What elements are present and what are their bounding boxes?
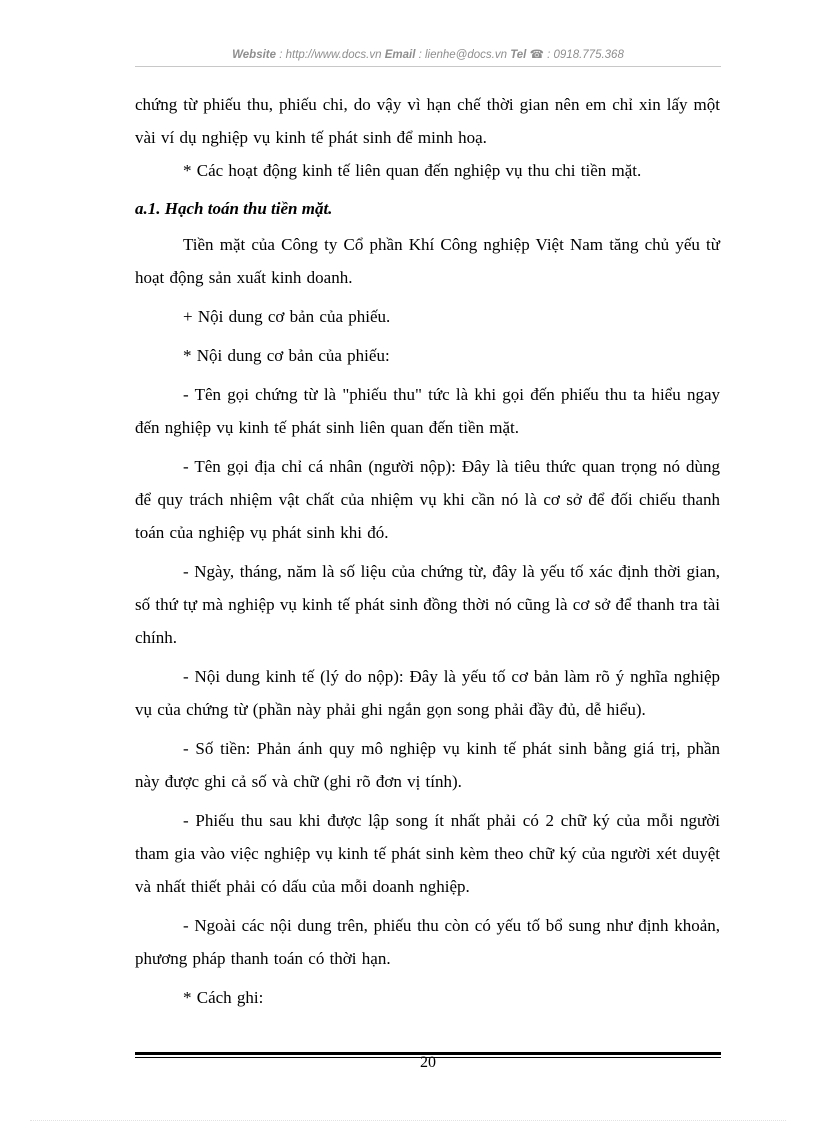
body-paragraph: - Số tiền: Phản ánh quy mô nghiệp vụ kinh tế phát sinh bằng giá trị, phần này được ghi cả số và chữ (ghi rõ đơn vị tính). (135, 739, 720, 791)
email-label: Email (384, 49, 416, 61)
body-paragraph: - Tên gọi địa chỉ cá nhân (người nộp): Đây là tiêu thức quan trọng nó dùng để quy trách nhiệm vật chất của nhiệm vụ khi cần nó là cơ sở để đối chiếu thanh toán của nghiệp vụ phát sinh khi đó. (135, 457, 720, 542)
page-edge-dots (30, 1120, 786, 1121)
body-paragraph: * Cách ghi: (183, 988, 264, 1007)
website-value: : http://www.docs.vn (279, 49, 382, 61)
body-paragraph: - Nội dung kinh tế (lý do nộp): Đây là yếu tố cơ bản làm rõ ý nghĩa nghiệp vụ của chứng từ (phần này phải ghi ngắn gọn song phải đầy đủ, dễ hiểu). (135, 667, 720, 719)
website-label: Website (232, 49, 277, 61)
tel-label: Tel (510, 49, 527, 61)
intro-note: * Các hoạt động kinh tế liên quan đến nghiệp vụ thu chi tiền mặt. (183, 161, 642, 180)
page-number: 20 (420, 1054, 436, 1071)
intro-paragraph: chứng từ phiếu thu, phiếu chi, do vậy vì hạn chế thời gian nên em chỉ xin lấy một vài ví dụ nghiệp vụ kinh tế phát sinh để minh hoạ. (135, 95, 720, 147)
tel-value: ☎ : 0918.775.368 (529, 49, 624, 61)
document-body (135, 88, 720, 1014)
body-paragraph: Tiền mặt của Công ty Cổ phần Khí Công nghiệp Việt Nam tăng chủ yếu từ hoạt động sản xuất kinh doanh. (135, 235, 720, 287)
body-paragraph: - Phiếu thu sau khi được lập song ít nhất phải có 2 chữ ký của mỗi người tham gia vào việc nghiệp vụ kinh tế phát sinh kèm theo chữ ký của người xét duyệt và nhất thiết phải có dấu của mỗi doanh nghiệp. (135, 811, 720, 896)
page-header (135, 47, 721, 61)
body-paragraph: - Ngoài các nội dung trên, phiếu thu còn có yếu tố bổ sung như định khoản, phương pháp thanh toán có thời hạn. (135, 916, 720, 968)
email-value: : lienhe@docs.vn (418, 49, 507, 61)
body-paragraph: - Tên gọi chứng từ là "phiếu thu" tức là khi gọi đến phiếu thu ta hiểu ngay đến nghiệp vụ kinh tế phát sinh liên quan đến tiền mặt. (135, 385, 720, 437)
body-paragraph: - Ngày, tháng, năm là số liệu của chứng từ, đây là yếu tố xác định thời gian, số thứ tự mà nghiệp vụ kinh tế phát sinh đồng thời nó cũng là cơ sở để thanh tra tài chính. (135, 562, 720, 647)
header-divider (135, 66, 721, 67)
body-paragraph: * Nội dung cơ bản của phiếu: (183, 346, 390, 365)
body-paragraph: + Nội dung cơ bản của phiếu. (183, 307, 391, 326)
section-heading: a.1. Hạch toán thu tiền mặt. (135, 199, 333, 218)
